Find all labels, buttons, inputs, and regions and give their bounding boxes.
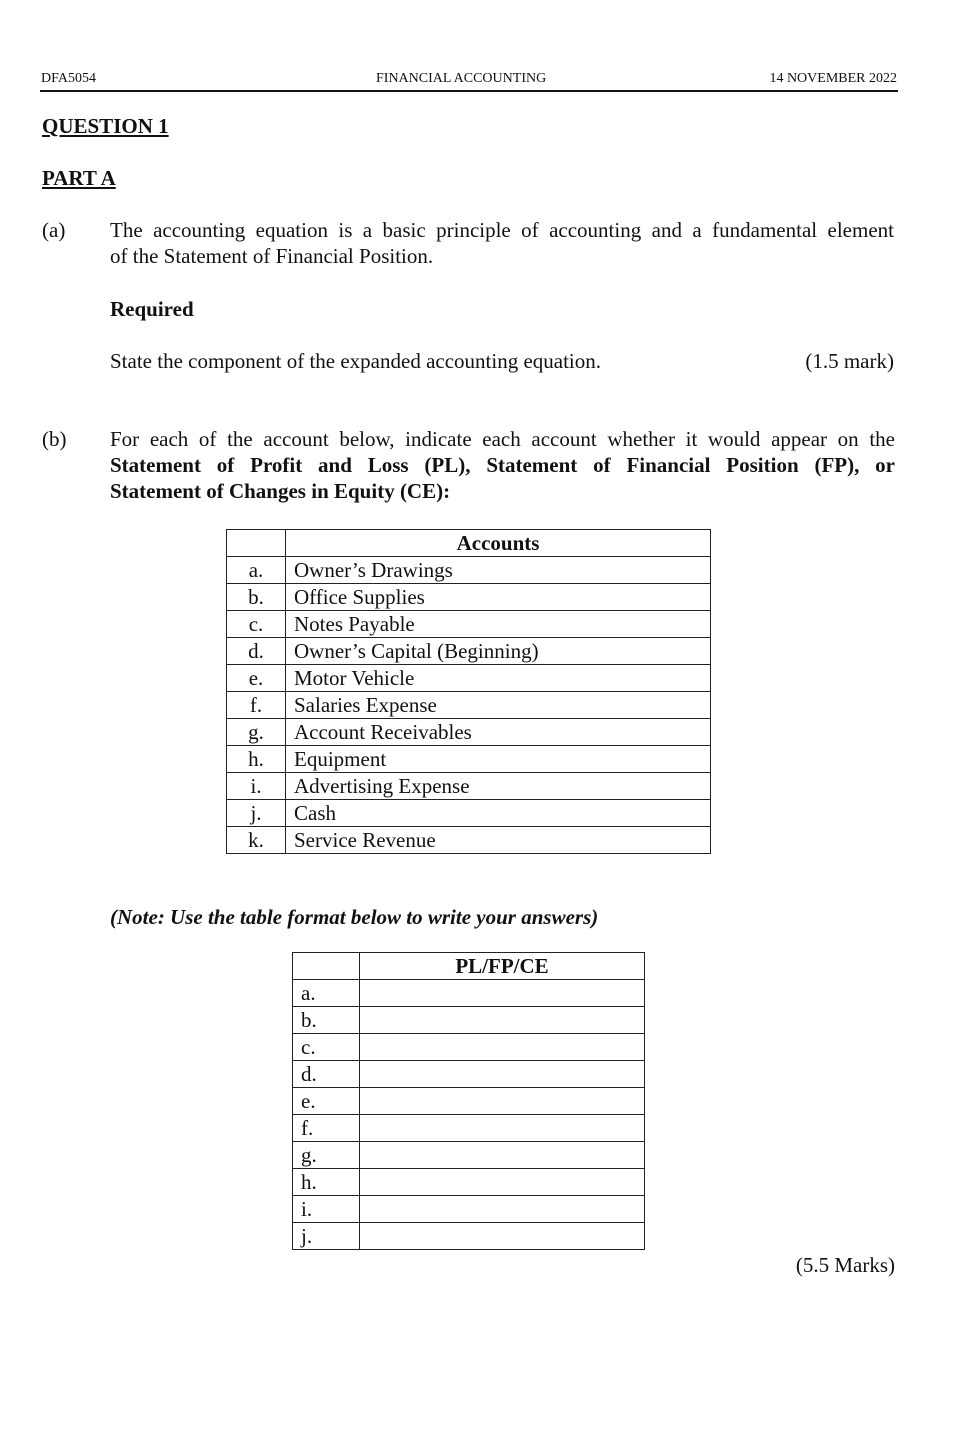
part-b-text-line3: Statement of Changes in Equity (CE): (110, 479, 451, 503)
answer-header-blank (293, 953, 360, 980)
answer-cell[interactable] (360, 1007, 645, 1034)
question-title: QUESTION 1 (42, 114, 169, 138)
answer-letter: j. (293, 1223, 360, 1250)
account-letter: d. (227, 638, 286, 665)
account-name: Advertising Expense (286, 773, 711, 800)
part-a-text-line2: of the Statement of Financial Position. (110, 244, 434, 268)
table-row (227, 557, 711, 584)
account-letter: f. (227, 692, 286, 719)
accounts-header-blank (227, 530, 286, 557)
course-subject: FINANCIAL ACCOUNTING (376, 71, 547, 86)
part-a-text-line1: The accounting equation is a basic principle of accounting and a fundamental element (110, 218, 894, 242)
table-row (227, 692, 711, 719)
table-row (227, 800, 711, 827)
answer-cell[interactable] (360, 1142, 645, 1169)
part-b-label: (b) (42, 427, 67, 451)
part-a-label: (a) (42, 218, 66, 242)
account-name: Cash (286, 800, 711, 827)
accounts-header: Accounts (286, 530, 711, 557)
table-row (227, 827, 711, 854)
answer-cell[interactable] (360, 1034, 645, 1061)
account-letter: j. (227, 800, 286, 827)
part-b-text-line1: For each of the account below, indicate each account whether it would appear on the (110, 427, 895, 451)
account-name: Salaries Expense (286, 692, 711, 719)
table-row (227, 665, 711, 692)
account-letter: a. (227, 557, 286, 584)
table-row (227, 746, 711, 773)
required-label: Required (110, 297, 194, 321)
table-row (293, 1115, 645, 1142)
answer-cell[interactable] (360, 1088, 645, 1115)
answer-cell[interactable] (360, 1061, 645, 1088)
table-row (293, 1196, 645, 1223)
answer-letter: h. (293, 1169, 360, 1196)
answer-letter: b. (293, 1007, 360, 1034)
table-row (227, 773, 711, 800)
table-row (293, 1061, 645, 1088)
part-b-text-line2: Statement of Profit and Loss (PL), Statement of Financial Position (FP), or (110, 453, 895, 477)
table-row (227, 611, 711, 638)
answer-letter: i. (293, 1196, 360, 1223)
account-name: Motor Vehicle (286, 665, 711, 692)
account-name: Owner’s Capital (Beginning) (286, 638, 711, 665)
account-letter: g. (227, 719, 286, 746)
exam-date: 14 NOVEMBER 2022 (769, 71, 897, 86)
account-name: Owner’s Drawings (286, 557, 711, 584)
answer-letter: a. (293, 980, 360, 1007)
table-row (227, 584, 711, 611)
account-letter: i. (227, 773, 286, 800)
part-a-marks: (1.5 mark) (805, 349, 894, 373)
account-letter: b. (227, 584, 286, 611)
account-name: Service Revenue (286, 827, 711, 854)
account-letter: h. (227, 746, 286, 773)
table-row (293, 1169, 645, 1196)
account-letter: c. (227, 611, 286, 638)
part-a-instruction: State the component of the expanded accounting equation. (110, 349, 602, 373)
header-divider (40, 90, 898, 92)
account-letter: k. (227, 827, 286, 854)
answer-table (292, 952, 645, 1250)
answer-letter: d. (293, 1061, 360, 1088)
answer-cell[interactable] (360, 1115, 645, 1142)
answer-header: PL/FP/CE (360, 953, 645, 980)
answer-cell[interactable] (360, 980, 645, 1007)
table-row (227, 719, 711, 746)
account-name: Equipment (286, 746, 711, 773)
table-row (293, 1088, 645, 1115)
account-name: Office Supplies (286, 584, 711, 611)
answer-letter: g. (293, 1142, 360, 1169)
accounts-table (226, 529, 711, 854)
table-row (227, 638, 711, 665)
answer-note: (Note: Use the table format below to write your answers) (110, 905, 599, 929)
part-b-marks: (5.5 Marks) (795, 1253, 895, 1277)
account-letter: e. (227, 665, 286, 692)
table-row (293, 1007, 645, 1034)
answer-letter: c. (293, 1034, 360, 1061)
answer-letter: f. (293, 1115, 360, 1142)
table-row (293, 1034, 645, 1061)
answer-cell[interactable] (360, 1223, 645, 1250)
answer-header-row (293, 953, 645, 980)
table-row (293, 1142, 645, 1169)
part-title: PART A (42, 166, 116, 190)
accounts-header-row (227, 530, 711, 557)
table-row (293, 980, 645, 1007)
course-code: DFA5054 (41, 71, 96, 86)
account-name: Notes Payable (286, 611, 711, 638)
answer-cell[interactable] (360, 1169, 645, 1196)
table-row (293, 1223, 645, 1250)
answer-letter: e. (293, 1088, 360, 1115)
account-name: Account Receivables (286, 719, 711, 746)
answer-cell[interactable] (360, 1196, 645, 1223)
